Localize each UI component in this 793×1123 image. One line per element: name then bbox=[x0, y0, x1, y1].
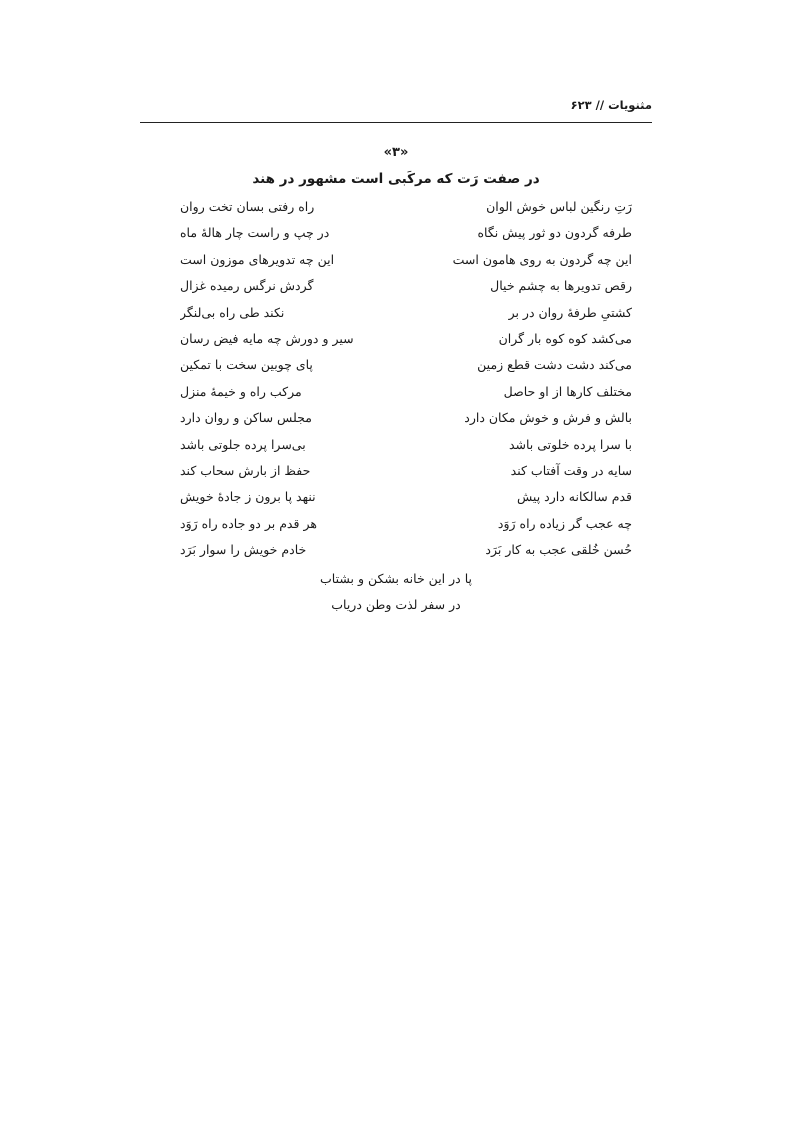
hemistich-first: طرفه گردون دو ثور پیش نگاه bbox=[477, 225, 632, 241]
couplet bbox=[180, 273, 632, 299]
hemistich-second: نکند طی راه بی‌لنگر bbox=[180, 304, 285, 320]
closing-line: پا در این خانه بشکن و بشتاب bbox=[320, 571, 472, 586]
couplet bbox=[180, 484, 632, 510]
hemistich-second: ننهد پا برون ز جادهٔ خویش bbox=[180, 489, 316, 505]
hemistich-second: سیر و دورش چه مایه فیض رسان bbox=[180, 330, 354, 346]
hemistich-first: بالش و فرش و خوش مکان دارد bbox=[464, 410, 632, 426]
couplet bbox=[180, 458, 632, 484]
couplet bbox=[180, 247, 632, 273]
couplet bbox=[180, 352, 632, 378]
poem-body bbox=[180, 194, 632, 563]
hemistich-first: سایه در وقت آفتاب کند bbox=[510, 462, 632, 478]
couplet bbox=[180, 220, 632, 246]
hemistich-second: خادم خویش را سوار بَرَد bbox=[180, 542, 307, 558]
closing-line: در سفر لذت وطن دریاب bbox=[331, 597, 461, 613]
hemistich-first: با سرا پرده خلوتی باشد bbox=[508, 436, 632, 452]
hemistich-second: بی‌سرا پرده جلوتی باشد bbox=[180, 436, 306, 452]
couplet bbox=[180, 432, 632, 458]
hemistich-first: می‌کند دشت دشت قطع زمین bbox=[477, 357, 632, 373]
hemistich-second: راه رفتی بسان تخت روان bbox=[180, 199, 315, 214]
hemistich-second: پای چوبین سخت با تمکین bbox=[180, 357, 313, 373]
hemistich-first: حُسن خُلقی عجب به کار بَرَد bbox=[485, 542, 632, 558]
section-title: در صفت رَت که مرکَبی است مشهور در هند bbox=[252, 171, 540, 187]
hemistich-first: چه عجب گر زیاده راه رَوَد bbox=[497, 515, 632, 531]
hemistich-second: در چپ و راست چار هالهٔ ماه bbox=[180, 225, 330, 241]
hemistich-first: این چه گردون به روی هامون است bbox=[452, 251, 632, 267]
hemistich-second: گردش نرگس رمیده غزال bbox=[180, 278, 314, 294]
couplet bbox=[180, 537, 632, 563]
running-header: مثنویات // ۶۲۳ bbox=[570, 98, 652, 112]
hemistich-first: قدم سالکانه دارد پیش bbox=[516, 489, 632, 505]
hemistich-first: کشتیِ طرفهٔ روان در بر bbox=[508, 304, 632, 320]
hemistich-first: رَتِ رنگین لباس خوش الوان bbox=[486, 199, 632, 214]
couplet bbox=[180, 379, 632, 405]
hemistich-first: می‌کشد کوه کوه بار گران bbox=[498, 330, 632, 346]
couplet bbox=[180, 326, 632, 352]
section-number: «۳» bbox=[383, 145, 409, 160]
couplet bbox=[180, 300, 632, 326]
closing-couplet bbox=[140, 566, 652, 619]
hemistich-first: رقص تدویرها به چشم خیال bbox=[490, 278, 632, 294]
hemistich-second: مرکب راه و خیمهٔ منزل bbox=[180, 383, 302, 399]
header-rule bbox=[140, 122, 652, 123]
hemistich-second: مجلس ساکن و روان دارد bbox=[180, 410, 312, 426]
couplet bbox=[180, 511, 632, 537]
couplet bbox=[180, 194, 632, 220]
hemistich-second: هر قدم بر دو جاده راه رَوَد bbox=[180, 515, 317, 531]
hemistich-first: مختلف کارها از او حاصل bbox=[503, 383, 632, 399]
hemistich-second: این چه تدویرهای موزون است bbox=[180, 251, 335, 267]
hemistich-second: حفظ از بارش سحاب کند bbox=[180, 462, 311, 478]
couplet bbox=[180, 405, 632, 431]
